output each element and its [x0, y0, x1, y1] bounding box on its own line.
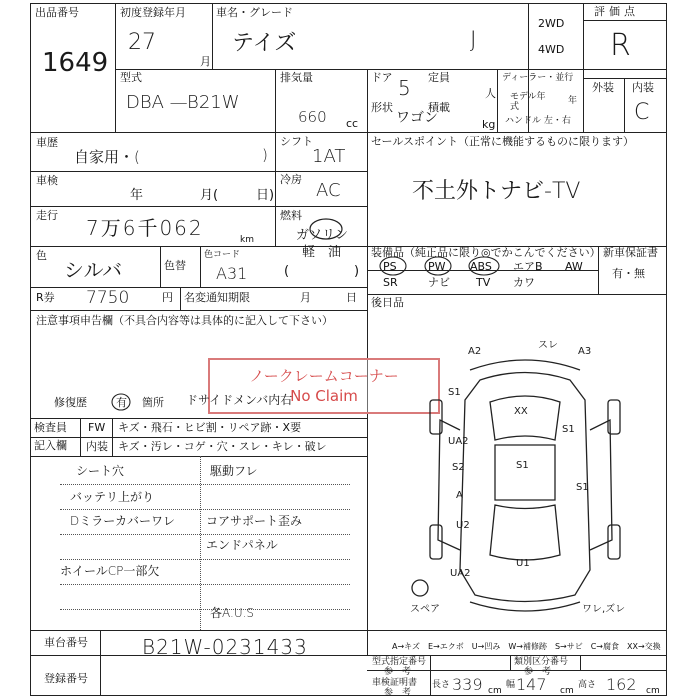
aircon-value: AC: [316, 180, 341, 201]
lot-label: 出品番号: [35, 6, 79, 19]
model-year-unit: 年: [568, 96, 578, 106]
warranty-value: 有・無: [612, 267, 645, 280]
interior-check-text: キズ・汚レ・コゲ・穴・スレ・キレ・破レ: [118, 440, 327, 453]
registration-label: 初度登録年月: [120, 6, 186, 19]
shape-label: 形状: [371, 101, 393, 114]
notice-month: 月: [300, 291, 311, 304]
mileage-label: 走行: [36, 209, 58, 222]
rating-score: R: [610, 28, 631, 63]
fuel-other-close: ): [354, 264, 360, 279]
fuel-label: 燃料: [280, 209, 302, 222]
mark-s1-d: S1: [576, 482, 589, 493]
cert-label: 車検証明書: [372, 678, 418, 688]
load-label: 積載: [428, 101, 450, 114]
mark-a: A: [456, 490, 463, 501]
equip-ps: PS: [383, 260, 397, 273]
mark-a3: A3: [578, 346, 592, 357]
equipment-label: 装備品（純正品に限り◎でかこんでください）: [371, 246, 601, 259]
spare-label: スペア: [410, 604, 440, 615]
handnote-4: Dミラーカバーワレ: [70, 514, 176, 528]
width-label: 幅: [506, 680, 516, 690]
class-label: 類別区分番号: [514, 657, 569, 667]
displacement-value: 660: [298, 108, 327, 126]
after-label: 後日品: [371, 296, 404, 309]
height-value: 162: [606, 675, 637, 694]
mark-s1-b: S1: [562, 424, 575, 435]
shape-value: ワゴン: [396, 110, 438, 126]
repair-label: 修復歴: [54, 396, 87, 409]
equip-sr: SR: [383, 276, 398, 289]
rating-label: 評価点: [594, 5, 639, 18]
history-label: 車歴: [36, 136, 58, 149]
registration-month-unit: 月: [200, 55, 211, 68]
exterior-label: 外装: [592, 81, 614, 94]
vehicle-grade: J: [470, 28, 477, 53]
handnote-6: エンドパネル: [206, 538, 278, 552]
repair-place-value: ドサイドメンバ内右: [186, 393, 293, 407]
pw-circle-icon: [423, 255, 453, 277]
mileage-value: 7万6千062: [86, 216, 204, 240]
inspection-day: 日): [256, 188, 275, 203]
shift-label: シフト: [280, 135, 313, 148]
type-designation-label: 型式指定番号: [372, 657, 427, 667]
inspection-label: 車検: [36, 174, 58, 187]
doors-label: ドア: [371, 71, 393, 84]
mileage-unit: km: [240, 235, 254, 245]
interior-label: 内装: [632, 81, 654, 94]
chassis-value: B21W-0231433: [142, 635, 308, 659]
registration-year: 27: [128, 30, 156, 55]
length-value: 339: [452, 675, 483, 694]
recycle-unit: 円: [162, 291, 173, 304]
length-unit: cm: [488, 686, 502, 696]
repair-value: 有: [116, 396, 127, 409]
inspection-month: 月(: [200, 188, 219, 203]
displacement-unit: cc: [346, 117, 359, 130]
no-claim-en: No Claim: [290, 387, 358, 405]
interior-check-label: 内装: [86, 440, 108, 453]
height-unit: cm: [646, 686, 660, 696]
dealer-label: ディーラー・並行: [502, 73, 574, 83]
notice-label: 名変通知期限: [184, 291, 250, 304]
color-code-label: 色コード: [204, 250, 241, 260]
warranty-label: 新車保証書: [603, 246, 658, 259]
equip-navi: ナビ: [428, 276, 450, 289]
mark-ware: ワレ,ズレ: [582, 604, 626, 615]
width-value: 147: [516, 675, 547, 694]
recycle-label: R券: [36, 291, 55, 304]
equip-aw: AW: [565, 260, 583, 273]
drive-2wd: 2WD: [538, 17, 565, 30]
abs-circle-icon: [467, 255, 501, 277]
equip-tv: TV: [476, 276, 491, 289]
sales-point-value: 不土外トナビ-TV: [412, 179, 581, 204]
color-value: シルバ: [64, 258, 123, 282]
model-label: 型式: [120, 71, 142, 84]
shift-value: 1AT: [312, 146, 346, 167]
no-claim-jp: ノークレームコーナー: [249, 367, 399, 385]
capacity-label: 定員: [428, 71, 450, 84]
handle-label: ハンドル 左・右: [505, 116, 571, 126]
handnote-3: バッテリ上がり: [70, 490, 155, 504]
vehicle-label: 車名・グレード: [216, 6, 293, 19]
repair-place-label: 箇所: [142, 396, 164, 409]
vehicle-name: テイズ: [232, 31, 297, 56]
load-unit: kg: [482, 118, 496, 131]
drive-4wd: 4WD: [538, 43, 565, 56]
notice-day: 日: [346, 291, 357, 304]
aircon-label: 冷房: [280, 173, 302, 186]
notes-label: 注意事項申告欄（不具合内容等は具体的に記入して下さい）: [36, 314, 333, 327]
inspection-year: 年: [130, 188, 144, 203]
fuel-other-open: (: [284, 264, 290, 279]
color-code-value: A31: [216, 264, 248, 283]
mark-a2: A2: [468, 346, 482, 357]
reg-label: 登録番号: [44, 672, 88, 685]
cert-ref-label: 参 考: [384, 688, 412, 698]
history-close: ): [262, 146, 268, 164]
equip-pw: PW: [428, 260, 446, 273]
mark-sure: スレ: [538, 340, 558, 351]
type-ref-label: 参 考: [384, 667, 412, 677]
sales-point-label: セールスポイント（正常に機能するものに限ります）: [371, 135, 635, 148]
chassis-label: 車台番号: [44, 636, 88, 649]
mark-ua2-b: UA2: [450, 568, 471, 579]
gasoline-circle-icon: [308, 217, 344, 241]
equip-airbag: エアB: [513, 260, 543, 273]
height-label: 高さ: [578, 680, 597, 690]
mark-ua2-a: UA2: [448, 436, 469, 447]
mark-u1: U1: [516, 558, 530, 569]
ps-circle-icon: [378, 255, 408, 277]
handnote-8: 各A.U.S: [210, 606, 255, 620]
model-value: DBA —B21W: [126, 92, 240, 113]
length-label: 長さ: [432, 680, 451, 690]
car-diagram: [410, 340, 640, 620]
inspector-label-2: 記入欄: [34, 439, 67, 452]
doors-value: 5: [398, 76, 411, 100]
handnote-7: ホイールCP一部欠: [60, 564, 160, 578]
interior-score: C: [634, 100, 650, 125]
mark-s1-c: S1: [516, 460, 529, 471]
lot-number: 1649: [42, 48, 109, 78]
history-value: 自家用・(: [74, 148, 140, 166]
handnote-2: 駆動フレ: [210, 464, 258, 478]
equip-leather: カワ: [513, 276, 535, 289]
equip-abs: ABS: [470, 260, 492, 273]
mark-xx: XX: [514, 406, 528, 417]
model-year-label: モデル年式: [510, 92, 546, 112]
damage-legend: A→キズ E→エクボ U→凹み W→補修跡 S→サビ C→腐食 XX→交換: [392, 642, 661, 651]
fuel-diesel: 軽 油: [302, 245, 342, 260]
capacity-unit: 人: [485, 87, 496, 100]
displacement-label: 排気量: [280, 71, 313, 84]
class-ref-label: 参 考: [524, 667, 552, 677]
width-unit: cm: [560, 686, 574, 696]
handnote-5: コアサポート歪み: [206, 514, 303, 528]
mark-u2: U2: [456, 520, 470, 531]
recycle-value: 7750: [86, 288, 130, 308]
color-label: 色: [36, 249, 47, 262]
mark-s2: S2: [452, 462, 465, 473]
mark-s1-a: S1: [448, 387, 461, 398]
repair-circle-icon: [110, 392, 132, 412]
fw-text: キズ・飛石・ヒビ割・リペア跡・X要: [118, 421, 302, 434]
fw-label: FW: [88, 421, 106, 434]
handnote-1: シート穴: [76, 464, 125, 478]
color-change-label: 色替: [164, 259, 186, 272]
fuel-gasoline: ガソリン: [296, 228, 349, 243]
inspector-label-1: 検査員: [34, 421, 67, 434]
